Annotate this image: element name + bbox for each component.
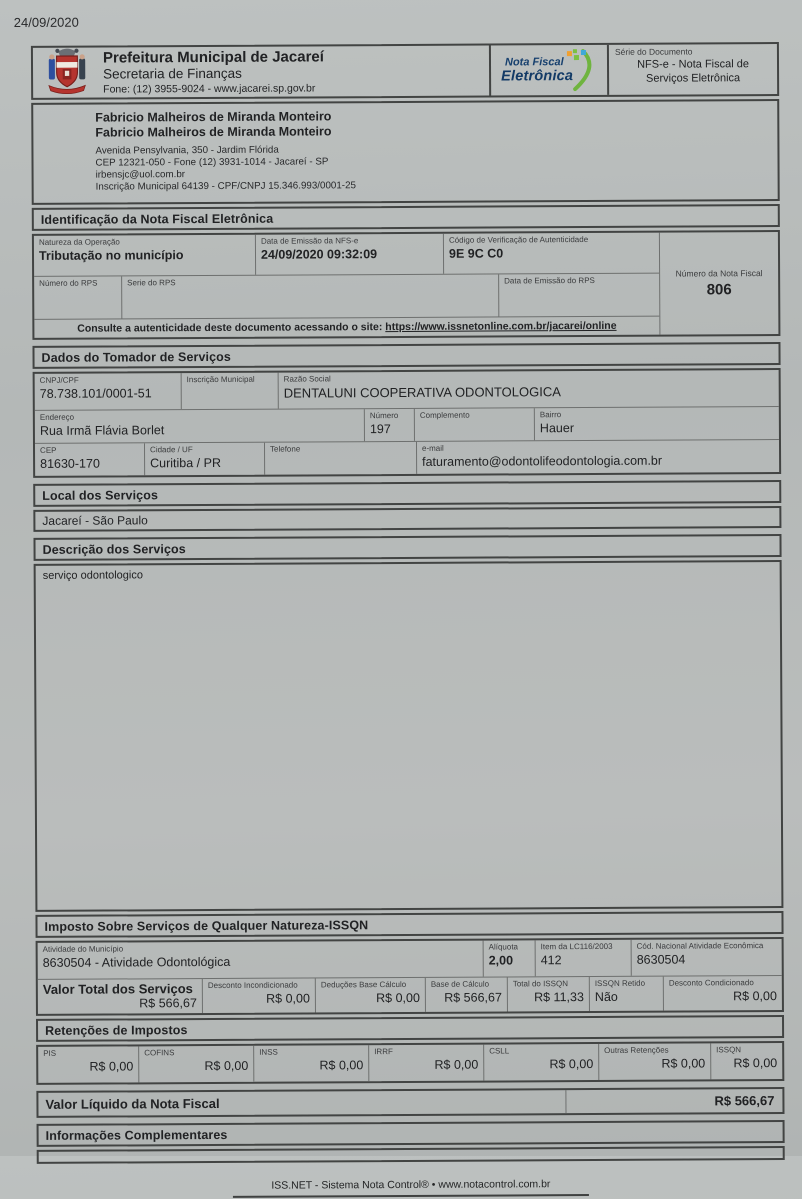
bairro-label: Bairro	[540, 409, 774, 420]
series-value: NFS-e - Nota Fiscal de Serviços Eletrônica	[615, 58, 771, 86]
bairro-value: Hauer	[540, 420, 774, 436]
cep-value: 81630-170	[40, 456, 139, 472]
retencao-irrf-label: IRRF	[374, 1047, 478, 1058]
document-series-cell	[607, 44, 777, 95]
aliquota-cell	[484, 940, 536, 976]
retencao-irrf-cell	[369, 1045, 484, 1082]
retencao-issqn-label: ISSQN	[716, 1045, 777, 1055]
provider-block	[31, 99, 780, 205]
desconto-incondicionado-cell	[203, 978, 316, 1013]
deducoes-label: Deduções Base Cálculo	[321, 980, 420, 991]
cod-atividade-label: Cód. Nacional Atividade Econômica	[637, 941, 777, 952]
base-calculo-cell	[426, 977, 508, 1011]
municipality-contact: Fone: (12) 3955-9024 - www.jacarei.sp.gov.br	[103, 82, 324, 95]
authenticity-note	[34, 317, 659, 338]
municipality-block	[33, 46, 489, 98]
item-lc-value: 412	[541, 953, 626, 968]
retencoes-grid	[36, 1041, 784, 1085]
valor-liquido-value: R$ 566,67	[566, 1089, 782, 1113]
inscricao-municipal-label: Inscrição Municipal	[187, 375, 273, 385]
cidade-uf-label: Cidade / UF	[150, 445, 259, 456]
issqn-section-title: Imposto Sobre Serviços de Qualquer Natureza-ISSQN	[35, 911, 783, 938]
cnpj-cell	[35, 373, 182, 410]
retencao-issqn-cell	[711, 1043, 782, 1079]
retencao-pis-label: PIS	[43, 1048, 133, 1058]
data-emissao-nfse-label: Data de Emissão da NFS-e	[261, 236, 438, 247]
municipality-name: Prefeitura Municipal de Jacareí	[103, 48, 324, 66]
atividade-cell	[38, 941, 484, 979]
retencao-cofins-label: COFINS	[144, 1048, 248, 1059]
info-complementares-section-title: Informações Complementares	[37, 1120, 785, 1147]
item-lc-label: Item da LC116/2003	[541, 942, 626, 952]
retencao-pis-value: R$ 0,00	[43, 1059, 133, 1074]
data-emissao-rps-cell	[499, 274, 659, 317]
retencao-pis-cell	[38, 1046, 139, 1083]
retencoes-section-title: Retenções de Impostos	[36, 1015, 784, 1042]
issqn-retido-cell	[590, 977, 664, 1011]
descricao-section-title: Descrição dos Serviços	[33, 534, 781, 561]
retencao-cofins-cell	[139, 1046, 254, 1083]
cep-cell	[35, 443, 145, 476]
nota-fiscal-eletronica-logo-icon	[499, 49, 599, 92]
razao-social-label: Razão Social	[284, 372, 774, 385]
valor-total-value: R$ 566,67	[43, 996, 197, 1012]
atividade-value: 8630504 - Atividade Odontológica	[43, 954, 478, 971]
razao-social-value: DENTALUNI COOPERATIVA ODONTOLOGICA	[284, 383, 774, 401]
codigo-verificacao-cell	[444, 233, 659, 274]
base-calculo-label: Base de Cálculo	[431, 979, 502, 989]
nfe-logo-text-2: Eletrônica	[501, 68, 573, 84]
bairro-cell	[535, 407, 779, 440]
retencao-outras-value: R$ 0,00	[604, 1056, 705, 1072]
total-issqn-value: R$ 11,33	[513, 990, 584, 1005]
endereco-value: Rua Irmã Flávia Borlet	[40, 422, 359, 439]
descricao-value: serviço odontologico	[34, 560, 784, 912]
cnpj-value: 78.738.101/0001-51	[40, 386, 176, 402]
retencao-outras-label: Outras Retenções	[604, 1045, 705, 1056]
retencao-inss-value: R$ 0,00	[259, 1058, 363, 1074]
identification-section-title: Identificação da Nota Fiscal Eletrônica	[32, 204, 780, 231]
retencao-cofins-value: R$ 0,00	[144, 1059, 248, 1075]
total-issqn-label: Total do ISSQN	[513, 979, 584, 989]
local-servicos-section-title: Local dos Serviços	[33, 480, 781, 507]
identification-grid	[32, 230, 781, 340]
razao-social-cell	[279, 370, 779, 409]
retencao-inss-cell	[254, 1045, 369, 1082]
retencao-irrf-value: R$ 0,00	[374, 1058, 478, 1074]
retencao-csll-value: R$ 0,00	[489, 1057, 593, 1073]
retencao-outras-cell	[599, 1043, 711, 1080]
provider-registration: Inscrição Municipal 64139 - CPF/CNPJ 15.346.993/0001-25	[96, 178, 768, 194]
valor-total-cell	[38, 979, 203, 1014]
coat-of-arms-icon	[41, 46, 93, 99]
numero-nota-label: Número da Nota Fiscal	[676, 268, 763, 278]
provider-name-2: Fabricio Malheiros de Miranda Monteiro	[95, 122, 767, 141]
cod-atividade-cell	[632, 939, 782, 976]
aliquota-label: Alíquota	[489, 942, 530, 952]
numero-nota-cell	[659, 232, 779, 335]
cod-atividade-value: 8630504	[637, 952, 777, 968]
telefone-label: Telefone	[270, 444, 411, 455]
codigo-verificacao-value: 9E 9C C0	[449, 246, 654, 262]
item-lc-cell	[536, 940, 632, 977]
data-emissao-nfse-value: 24/09/2020 09:32:09	[261, 247, 438, 263]
numero-value: 197	[370, 422, 409, 437]
numero-cell	[365, 409, 415, 441]
email-cell	[417, 440, 779, 474]
issqn-retido-label: ISSQN Retido	[595, 979, 658, 989]
numero-rps-cell	[34, 276, 122, 318]
email-label: e-mail	[422, 442, 774, 454]
nfse-document	[31, 42, 785, 1199]
complemento-cell	[415, 408, 535, 441]
codigo-verificacao-label: Código de Verificação de Autenticidade	[449, 235, 654, 246]
local-servicos-value: Jacareí - São Paulo	[33, 506, 781, 532]
tomador-grid	[33, 368, 782, 478]
data-emissao-rps-label: Data de Emissão do RPS	[504, 276, 654, 287]
desconto-incondicionado-value: R$ 0,00	[208, 991, 310, 1007]
base-calculo-value: R$ 566,67	[431, 990, 502, 1005]
valor-liquido-label: Valor Líquido da Nota Fiscal	[38, 1090, 566, 1116]
department-name: Secretaria de Finanças	[103, 66, 324, 83]
info-complementares-box	[37, 1146, 785, 1164]
provider-address-1: Avenida Pensylvania, 350 - Jardim Flórida	[95, 142, 767, 158]
series-label: Série do Documento	[615, 46, 771, 57]
document-footer	[37, 1173, 785, 1199]
desconto-incondicionado-label: Desconto Incondicionado	[208, 980, 310, 991]
complemento-label: Complemento	[420, 410, 529, 421]
desconto-condicionado-value: R$ 0,00	[669, 989, 777, 1005]
desconto-condicionado-cell	[664, 976, 782, 1011]
desconto-condicionado-label: Desconto Condicionado	[669, 978, 777, 989]
natureza-operacao-label: Natureza da Operação	[39, 237, 250, 248]
cidade-uf-value: Curitiba / PR	[150, 456, 259, 472]
cnpj-label: CNPJ/CPF	[40, 375, 176, 386]
retencao-csll-cell	[484, 1044, 599, 1081]
numero-rps-label: Número do RPS	[39, 278, 116, 288]
authenticity-link[interactable]: https://www.issnetonline.com.br/jacarei/online	[385, 320, 616, 333]
deducoes-cell	[316, 978, 426, 1013]
atividade-label: Atividade do Município	[43, 943, 478, 955]
provider-address-2: CEP 12321-050 - Fone (12) 3931-1014 - Jacareí - SP	[95, 154, 767, 170]
provider-name-1: Fabricio Malheiros de Miranda Monteiro	[95, 107, 767, 126]
valor-liquido-row	[36, 1087, 784, 1118]
nfe-logo-cell	[489, 45, 607, 96]
retencao-issqn-value: R$ 0,00	[716, 1056, 777, 1071]
serie-rps-label: Serie do RPS	[127, 277, 493, 289]
telefone-cell	[265, 442, 417, 475]
natureza-operacao-cell	[34, 235, 256, 276]
scan-date-stamp: 24/09/2020	[14, 15, 79, 30]
aliquota-value: 2,00	[489, 953, 530, 968]
telefone-value	[270, 455, 411, 456]
total-issqn-cell	[508, 977, 590, 1011]
footer-text: ISS.NET - Sistema Nota Control® • www.notacontrol.com.br	[233, 1178, 588, 1198]
numero-label: Número	[370, 411, 409, 421]
document-header	[31, 42, 779, 100]
numero-nota-value: 806	[707, 281, 732, 298]
issqn-grid	[36, 937, 784, 1016]
complemento-value	[420, 421, 529, 422]
retencao-inss-label: INSS	[259, 1047, 363, 1058]
cep-label: CEP	[40, 445, 139, 456]
valor-total-label: Valor Total dos Serviços	[43, 981, 197, 997]
serie-rps-cell	[122, 274, 499, 318]
tomador-section-title: Dados do Tomador de Serviços	[32, 342, 780, 369]
issqn-retido-value: Não	[595, 990, 658, 1005]
email-value: faturamento@odontolifeodontologia.com.br	[422, 453, 774, 470]
deducoes-value: R$ 0,00	[321, 991, 420, 1007]
inscricao-municipal-cell	[182, 373, 279, 410]
provider-email: irbensjc@uol.com.br	[96, 166, 768, 182]
retencao-csll-label: CSLL	[489, 1046, 593, 1057]
endereco-cell	[35, 409, 365, 443]
data-emissao-nfse-cell	[256, 234, 444, 275]
cidade-uf-cell	[145, 443, 265, 476]
authenticity-text: Consulte a autenticidade deste documento acessando o site:	[77, 321, 382, 335]
endereco-label: Endereço	[40, 411, 359, 423]
nfe-logo-text-1: Nota Fiscal	[505, 56, 564, 68]
natureza-operacao-value: Tributação no município	[39, 248, 250, 264]
